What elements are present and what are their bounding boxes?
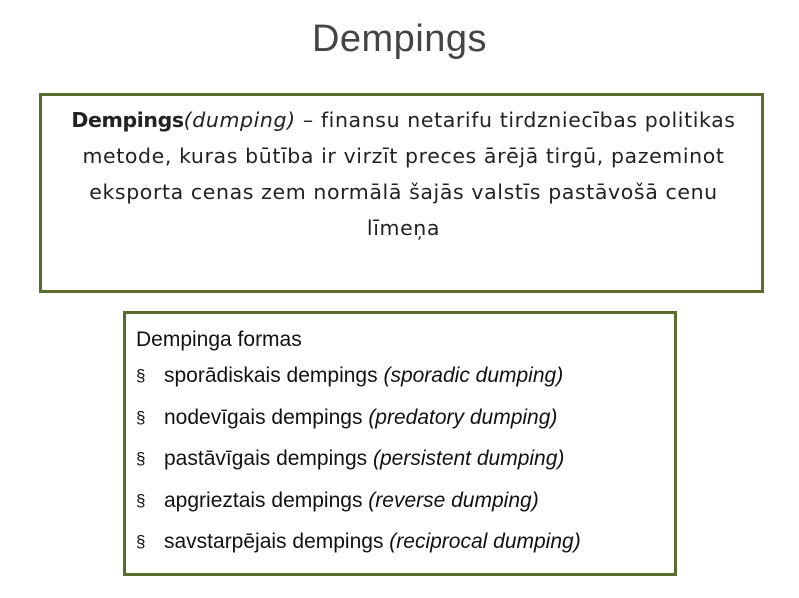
list-item	[136, 438, 668, 480]
bullet-icon: §	[136, 449, 146, 469]
definition-text: – finansu netarifu tirdzniecības politikas metode, kuras būtība ir virzīt preces ārējā tirgū, pazeminot eksporta cenas zem normālā šajās valstīs pastāvošā cenu līmeņa	[82, 108, 736, 240]
form-name-english: (persistent dumping)	[372, 447, 565, 470]
list-item	[136, 355, 668, 397]
form-name-english: (sporadic dumping)	[383, 364, 564, 387]
form-name-english: (predatory dumping)	[368, 405, 558, 429]
form-name: savstarpējais dempings	[164, 530, 390, 553]
definition-term: Dempings	[71, 108, 184, 132]
bullet-icon: §	[136, 490, 146, 510]
form-name-english: (reciprocal dumping)	[389, 530, 581, 553]
form-name-english: (reverse dumping)	[368, 488, 539, 512]
bullet-icon: §	[136, 407, 146, 427]
form-name: pastāvīgais dempings	[164, 447, 373, 470]
forms-heading: Dempinga formas	[136, 328, 302, 351]
list-item	[136, 480, 668, 522]
form-name: nodevīgais dempings	[164, 405, 369, 429]
list-item	[136, 397, 668, 439]
bullet-icon: §	[136, 366, 146, 386]
form-name: apgrieztais dempings	[164, 488, 369, 512]
forms-list	[136, 355, 668, 563]
definition-term-english: (dumping)	[183, 108, 296, 132]
definition-box	[39, 93, 764, 293]
forms-box	[123, 311, 677, 576]
bullet-icon: §	[136, 532, 146, 552]
list-item	[136, 521, 668, 563]
form-name: sporādiskais dempings	[164, 364, 384, 387]
slide-title: Dempings	[311, 18, 488, 60]
